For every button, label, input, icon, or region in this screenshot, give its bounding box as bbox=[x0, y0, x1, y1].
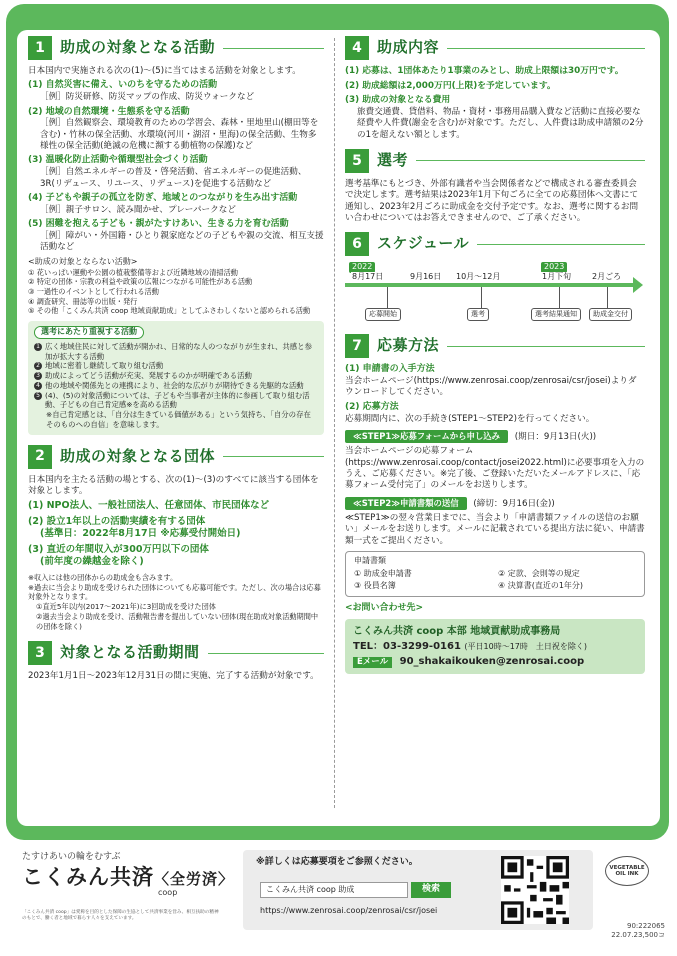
document-item: ① 助成金申請書 bbox=[354, 568, 412, 578]
section-title: 選考 bbox=[377, 150, 409, 169]
section-title: 対象となる活動期間 bbox=[60, 643, 200, 662]
vegetable-oil-ink-icon: VEGETABLE OIL INK bbox=[605, 856, 649, 886]
section-intro: 日本国内を主たる活動の場とする、次の(1)～(3)のすべてに該当する団体を対象とします。 bbox=[28, 474, 319, 496]
slogan: たすけあいの輪をむすぶ bbox=[22, 852, 121, 862]
timeline-stem bbox=[481, 287, 482, 308]
org-note: ①直近5年以内(2017～2021年)に3回助成を受けた団体 bbox=[36, 602, 216, 612]
excluded-activities bbox=[28, 257, 324, 316]
grant-item: (2) 助成総額は2,000万円(上限)を予定しています。 bbox=[345, 80, 556, 91]
excluded-title: <助成の対象とならない活動> bbox=[28, 256, 138, 266]
right-column bbox=[345, 36, 645, 674]
footer bbox=[0, 842, 677, 956]
apply-subheading: (1) 申請書の入手方法 bbox=[345, 364, 435, 375]
brand-name: こくみん共済 bbox=[22, 865, 154, 889]
section-2-header bbox=[28, 445, 324, 469]
focus-note: ※自己肯定感とは、「自分は生きている価値がある」という気持ち、「自分の存在そのものへの自信」を意味します。 bbox=[46, 410, 311, 429]
apply-text: 応募期間内に、次の手続き(STEP1～STEP2)を行ってください。 bbox=[345, 413, 595, 424]
focus-item: 1 広く地域住民に対して活動が開かれ、日常的な人のつながりが生まれ、共感と参加が拡大する活動 bbox=[34, 342, 318, 362]
section-title: 助成の対象となる団体 bbox=[60, 446, 216, 465]
section-number: 5 bbox=[345, 149, 369, 173]
search-input[interactable]: こくみん共済 coop 助成 bbox=[260, 882, 408, 898]
schedule-date: 8月17日 bbox=[352, 272, 384, 282]
schedule-event: 応募開始 bbox=[365, 308, 401, 321]
section-title: 助成内容 bbox=[377, 38, 440, 57]
apply-text: 当会ホームページ(https://www.zenrosai.coop/zenrosai/csr/josei)よりダウンロードしてください。 bbox=[345, 376, 637, 398]
document-item: ② 定款、会則等の規定 bbox=[498, 568, 580, 578]
focus-item: 5 (4)、(5)の対象活動については、子どもや当事者が主体的に参画して取り組む活動、子どもの自己肯定感※を高める活動 bbox=[34, 391, 318, 411]
step-2-badge: ≪STEP2≫申請書類の送信 bbox=[345, 497, 467, 510]
schedule-event: 選考結果通知 bbox=[531, 308, 581, 321]
org-condition-note: (基準日：2022年8月17日 ※応募受付開始日) bbox=[40, 528, 241, 540]
org-condition: (1) NPO法人、一般社団法人、任意団体、市民団体など bbox=[28, 500, 270, 512]
step-1-badge: ≪STEP1≫応募フォームから申し込み bbox=[345, 430, 508, 443]
section-number: 1 bbox=[28, 36, 52, 60]
focus-title: 選考にあたり重視する活動 bbox=[34, 326, 144, 339]
email-label: Eメール bbox=[353, 657, 392, 668]
section-6-header bbox=[345, 232, 645, 256]
brand-sub: 〈全労済〉 bbox=[154, 870, 235, 888]
activity-example: ［例］自然エネルギーの普及・啓発活動、省エネルギーの促進活動、3R(リデュース、リユース、リデュース)を促進する活動など bbox=[40, 167, 307, 189]
org-condition: (2) 設立1年以上の活動実績を有する団体 bbox=[28, 515, 206, 527]
contact-email[interactable]: 90_shakaikouken@zenrosai.coop bbox=[399, 656, 585, 667]
section-number: 2 bbox=[28, 445, 52, 469]
section-number: 7 bbox=[345, 334, 369, 358]
excluded-item: ① 花いっぱい運動や公園の植栽整備等および近隣地域の清掃活動 bbox=[28, 267, 238, 277]
coop-mark: coop bbox=[158, 888, 178, 897]
timeline-stem bbox=[559, 287, 560, 308]
section-rule bbox=[447, 346, 645, 347]
section-5-header bbox=[345, 149, 645, 173]
document-item: ③ 役員名簿 bbox=[354, 581, 396, 591]
org-note: ※過去に当会より助成を受けられた団体についても応募可能です。ただし、次の場合は応募対象外となります。 bbox=[28, 582, 321, 602]
contact-tel-row bbox=[353, 640, 637, 653]
section-number: 4 bbox=[345, 36, 369, 60]
org-notes bbox=[28, 573, 324, 631]
year-label: 2023 bbox=[541, 262, 567, 273]
document-item: ④ 決算書(直近の1年分) bbox=[498, 581, 584, 591]
org-note: ※収入には他の団体からの助成金も含みます。 bbox=[28, 572, 178, 582]
activity-title: (3) 温暖化防止活動や循環型社会づくり活動 bbox=[28, 155, 208, 166]
schedule-date: 9月16日 bbox=[410, 272, 442, 282]
focus-item: 2 地域に密着し継続して取り組む活動 bbox=[34, 361, 318, 371]
section-title: スケジュール bbox=[377, 234, 470, 253]
step-2-text: ≪STEP1≫の翌々営業日までに、当会より「申請書類ファイルの送信のお願い」メールをお送りします。メールに記載されている提出方法に従い、申請書類一式をご提出ください。 bbox=[345, 513, 645, 546]
contact-tel: TEL：03-3299-0161 bbox=[353, 640, 461, 652]
contact-hours: (平日10時～17時 土日祝を除く) bbox=[464, 641, 587, 651]
timeline-arrow-icon bbox=[633, 277, 643, 293]
section-intro: 日本国内で実施される次の(1)～(5)に当てはまる活動を対象とします。 bbox=[28, 66, 301, 76]
grant-item: (1) 応募は、1団体あたり1事業のみとし、助成上限額は30万円です。 bbox=[345, 66, 624, 76]
contact-email-row bbox=[353, 655, 637, 668]
schedule-date: 1月下旬 bbox=[542, 272, 572, 282]
timeline-bar bbox=[345, 283, 635, 287]
excluded-item: ④ 調査研究、冊誌等の出版・発行 bbox=[28, 296, 138, 306]
period-text: 2023年1月1日～2023年12月31日の間に実施、完了する活動が対象です。 bbox=[28, 671, 319, 682]
more-info-text: ※詳しくは応募要項をご参照ください。 bbox=[256, 857, 418, 867]
activity-title: (1) 自然災害に備え、いのちを守るための活動 bbox=[28, 80, 218, 91]
activity-example: ［例］自然観察会、環境教育のための学習会、森林・里地里山(棚田等を含む)・竹林の保全活動、水環境(河川・湖沼・里海)の保全活動、生物多様性の保全活動(絶滅の危機に瀕する動植物の保護)など bbox=[40, 118, 319, 152]
org-condition-note: (前年度の繰越金を除く) bbox=[40, 556, 144, 568]
focus-item: 3 助成によってどう活動が充実、発展するのかが明確である活動 bbox=[34, 371, 318, 381]
schedule-date: 10月～12月 bbox=[456, 272, 501, 282]
section-rule bbox=[223, 456, 324, 457]
timeline-stem bbox=[607, 287, 608, 308]
contact-name: こくみん共済 coop 本部 地域貢献助成事務局 bbox=[353, 625, 561, 637]
activity-title: (2) 地域の自然環境・生態系を守る活動 bbox=[28, 106, 190, 117]
section-rule bbox=[447, 48, 645, 49]
excluded-item: ③ 一過性のイベントとして行われる活動 bbox=[28, 287, 159, 297]
cost-text: 旅費交通費、貸借料、物品・資材・事務用品購入費など活動に直接必要な経費や人件費(謝金を含む)が対象です。ただし、人件費は助成申請額の2分の1を超えない額とします。 bbox=[357, 106, 644, 140]
step-1-deadline: (期日：9月13日(火)) bbox=[514, 432, 597, 443]
org-note: ②過去当会より助成を受け、活動報告書を提出していない団体(現在助成対象活動期間中の団体を除く) bbox=[36, 611, 319, 631]
step-2-deadline: (締切：9月16日(金)) bbox=[473, 498, 555, 509]
documents-box bbox=[345, 551, 645, 597]
schedule-timeline bbox=[345, 262, 645, 326]
selection-text: 選考基準にもとづき、外部有識者や当会関係者などで構成される審査委員会で決定します。選考結果は2023年1月下旬ごろに全ての応募団体へ文書にて通知し、2023年2月ごろに助成金を交付予定です。なお、選考に関するお問い合わせについてはお答えできませんので、ご了承ください。 bbox=[345, 178, 639, 223]
org-condition: (3) 直近の年間収入が300万円以下の団体 bbox=[28, 543, 209, 555]
year-label: 2022 bbox=[349, 262, 375, 273]
step-1-row bbox=[345, 430, 645, 443]
grant-item: (3) 助成の対象となる費用 bbox=[345, 95, 451, 106]
brand-logo bbox=[22, 864, 234, 892]
section-rule bbox=[223, 48, 324, 49]
activity-example: ［例］障がい・外国籍・ひとり親家庭などの子どもや親の交流、相互支援活動など bbox=[40, 231, 324, 253]
activity-title: (5) 困難を抱える子ども・親がたすけあい、生きる力を育む活動 bbox=[28, 219, 289, 230]
fine-print: 「こくみん共済 coop」は愛称を目的とした保障の生協として共済事業を営み、相互扶助の精神のもとで、働く者と地域で暮らす人々を支えています。 bbox=[22, 910, 219, 921]
excluded-item: ② 特定の団体・宗教の利益や政策の広報につながる可能性がある活動 bbox=[28, 277, 253, 287]
activity-title: (4) 子どもや親子の孤立を防ぎ、地域とのつながりを生み出す活動 bbox=[28, 193, 298, 204]
timeline-stem bbox=[387, 287, 388, 308]
excluded-item: ⑤ その他「こくみん共済 coop 地域貢献助成」としてふさわしくないと認められる活動 bbox=[28, 306, 311, 316]
print-code: 90:222065 22.07.23,500コ bbox=[611, 922, 665, 940]
documents-title: 申請書類 bbox=[354, 556, 386, 566]
step-2-row bbox=[345, 497, 645, 510]
activity-example: ［例］親子サロン、読み聞かせ、プレーパークなど bbox=[40, 204, 236, 215]
section-title: 応募方法 bbox=[377, 336, 440, 355]
section-number: 6 bbox=[345, 232, 369, 256]
apply-subheading: (2) 応募方法 bbox=[345, 401, 399, 412]
section-7-header bbox=[345, 334, 645, 358]
section-rule bbox=[416, 160, 645, 161]
section-3-header bbox=[28, 641, 324, 665]
schedule-event: 助成金交付 bbox=[589, 308, 632, 321]
focus-item: 4 他の地域や関係先との連携により、社会的な広がりが期待できる先駆的な活動 bbox=[34, 381, 318, 391]
search-button[interactable]: 検索 bbox=[411, 882, 451, 898]
info-search-box bbox=[243, 850, 593, 930]
step-1-text: 当会ホームページの応募フォーム(https://www.zenrosai.coop/contact/josei2022.html)に必要事項を入力のうえ、ご応募ください。※完了後、ご登録いただいたメールアドレスに、「応募フォーム受付完了」のメールをお送りします。 bbox=[345, 446, 645, 491]
selection-focus-box bbox=[28, 321, 324, 434]
qr-code-icon bbox=[501, 856, 569, 924]
section-1-header bbox=[28, 36, 324, 60]
schedule-event: 選考 bbox=[467, 308, 489, 321]
left-column bbox=[28, 36, 324, 686]
section-4-header bbox=[345, 36, 645, 60]
section-rule bbox=[477, 244, 645, 245]
column-divider bbox=[334, 38, 335, 808]
website-url[interactable]: https://www.zenrosai.coop/zenrosai/csr/josei bbox=[260, 906, 438, 915]
activity-list bbox=[28, 80, 324, 253]
section-title: 助成の対象となる活動 bbox=[60, 38, 216, 57]
schedule-date: 2月ごろ bbox=[592, 272, 622, 282]
activity-example: ［例］防災研修、防災マップの作成、防災ウォークなど bbox=[40, 92, 255, 103]
inquiry-label: <お問い合わせ先> bbox=[345, 602, 424, 613]
section-rule bbox=[208, 653, 324, 654]
section-number: 3 bbox=[28, 641, 52, 665]
contact-box bbox=[345, 619, 645, 675]
